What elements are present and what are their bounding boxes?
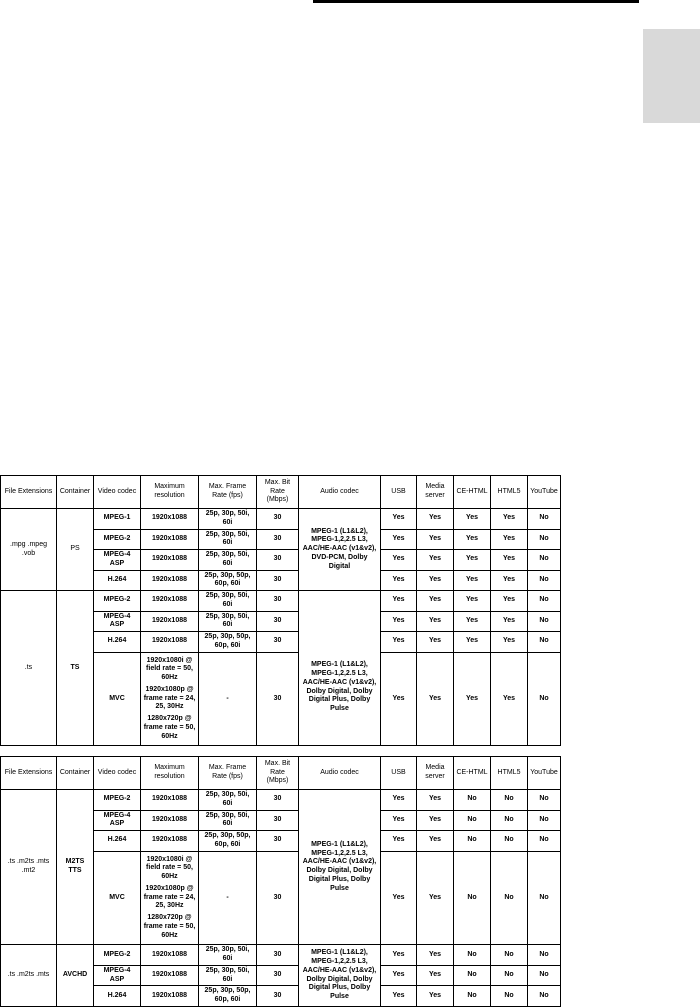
media-server-cell: Yes (417, 632, 454, 653)
video-codec-cell: MPEG-1 (94, 509, 141, 530)
resolution-option: 1920x1080i @ field rate = 50, 60Hz (146, 656, 193, 681)
usb-cell: Yes (381, 529, 417, 550)
header-ce-html: CE-HTML (454, 476, 491, 509)
container-cell: PS (57, 509, 94, 591)
usb-cell: Yes (381, 851, 417, 945)
video-codec-cell: MPEG-2 (94, 591, 141, 612)
usb-cell: Yes (381, 611, 417, 632)
container-cell: TS (57, 591, 94, 746)
ce-html-cell: No (454, 986, 491, 1007)
header-rule (313, 0, 639, 3)
resolution-cell: 1920x1088 (141, 986, 199, 1007)
frame-rate-cell: 25p, 30p, 50p, 60p, 60i (199, 831, 257, 852)
html5-cell: Yes (491, 632, 528, 653)
usb-cell: Yes (381, 810, 417, 831)
resolution-cell: 1920x1088 (141, 632, 199, 653)
html5-cell: No (491, 810, 528, 831)
bit-rate-cell: 30 (257, 570, 299, 591)
resolution-cell: 1920x1088 (141, 945, 199, 966)
frame-rate-cell: 25p, 30p, 50i, 60i (199, 945, 257, 966)
youtube-cell: No (528, 851, 561, 945)
video-codec-cell: H.264 (94, 986, 141, 1007)
table-header-row (1, 757, 561, 790)
html5-cell: Yes (491, 529, 528, 550)
video-codec-cell: MPEG-4 ASP (94, 550, 141, 571)
bit-rate-cell: 30 (257, 632, 299, 653)
frame-rate-cell: 25p, 30p, 50i, 60i (199, 611, 257, 632)
ce-html-cell: No (454, 831, 491, 852)
file-extensions-cell: .ts .m2ts .mts .mt2 (1, 790, 57, 945)
video-format-table-2 (0, 756, 561, 1007)
html5-cell: No (491, 790, 528, 811)
resolution-cell: 1920x1088 (141, 509, 199, 530)
header-container: Container (57, 476, 94, 509)
header-youtube: YouTube (528, 476, 561, 509)
frame-rate-cell: 25p, 30p, 50i, 60i (199, 550, 257, 571)
usb-cell: Yes (381, 986, 417, 1007)
usb-cell: Yes (381, 591, 417, 612)
ce-html-cell: No (454, 851, 491, 945)
header-max-bit-rate: Max. Bit Rate (Mbps) (257, 476, 299, 509)
header-html5: HTML5 (491, 757, 528, 790)
ce-html-cell: No (454, 810, 491, 831)
header-ce-html: CE-HTML (454, 757, 491, 790)
youtube-cell: No (528, 652, 561, 746)
resolution-cell: 1920x1088 (141, 611, 199, 632)
video-codec-cell: MVC (94, 652, 141, 746)
header-video-codec: Video codec (94, 476, 141, 509)
file-extensions-cell: .mpg .mpeg .vob (1, 509, 57, 591)
bit-rate-cell: 30 (257, 851, 299, 945)
html5-cell: Yes (491, 652, 528, 746)
youtube-cell: No (528, 790, 561, 811)
bit-rate-cell: 30 (257, 831, 299, 852)
youtube-cell: No (528, 591, 561, 612)
audio-codec-cell: MPEG-1 (L1&L2), MPEG-1,2,2.5 L3, AAC/HE-AAC (v1&v2), DVD-PCM, Dolby Digital (299, 509, 381, 591)
youtube-cell: No (528, 986, 561, 1007)
usb-cell: Yes (381, 632, 417, 653)
usb-cell: Yes (381, 570, 417, 591)
ce-html-cell: Yes (454, 550, 491, 571)
resolution-cell: 1920x1088 (141, 529, 199, 550)
video-codec-cell: H.264 (94, 570, 141, 591)
media-server-cell: Yes (417, 570, 454, 591)
resolution-option: 1280x720p @ frame rate = 50, 60Hz (143, 715, 196, 740)
video-codec-cell: MPEG-2 (94, 945, 141, 966)
media-server-cell: Yes (417, 509, 454, 530)
video-codec-cell: MPEG-4 ASP (94, 611, 141, 632)
bit-rate-cell: 30 (257, 986, 299, 1007)
youtube-cell: No (528, 550, 561, 571)
bit-rate-cell: 30 (257, 509, 299, 530)
header-audio-codec: Audio codec (299, 757, 381, 790)
ce-html-cell: Yes (454, 632, 491, 653)
ce-html-cell: Yes (454, 611, 491, 632)
frame-rate-cell: 25p, 30p, 50i, 60i (199, 529, 257, 550)
usb-cell: Yes (381, 550, 417, 571)
resolution-cell: 1920x1088 (141, 831, 199, 852)
bit-rate-cell: 30 (257, 591, 299, 612)
html5-cell: No (491, 986, 528, 1007)
usb-cell: Yes (381, 509, 417, 530)
resolution-option: 1920x1080i @ field rate = 50, 60Hz (146, 855, 193, 880)
video-codec-cell: H.264 (94, 632, 141, 653)
header-max-frame-rate: Max. Frame Rate (fps) (199, 757, 257, 790)
usb-cell: Yes (381, 652, 417, 746)
youtube-cell: No (528, 611, 561, 632)
resolution-cell: 1920x1088 (141, 550, 199, 571)
header-file-extensions: File Extensions (1, 476, 57, 509)
frame-rate-cell: - (199, 652, 257, 746)
ce-html-cell: Yes (454, 591, 491, 612)
frame-rate-cell: 25p, 30p, 50i, 60i (199, 790, 257, 811)
youtube-cell: No (528, 810, 561, 831)
bit-rate-cell: 30 (257, 810, 299, 831)
file-extensions-cell: .ts .m2ts .mts (1, 945, 57, 1007)
video-codec-cell: MPEG-4 ASP (94, 810, 141, 831)
audio-codec-cell: MPEG-1 (L1&L2), MPEG-1,2,2.5 L3, AAC/HE-AAC (v1&v2), Dolby Digital, Dolby Digital Plus, Dolby Pulse (299, 591, 381, 746)
frame-rate-cell: - (199, 851, 257, 945)
header-media-server: Media server (417, 476, 454, 509)
header-usb: USB (381, 757, 417, 790)
frame-rate-cell: 25p, 30p, 50i, 60i (199, 965, 257, 986)
resolution-option: 1920x1080p @ frame rate = 24, 25, 30Hz (143, 685, 196, 711)
bit-rate-cell: 30 (257, 652, 299, 746)
ce-html-cell: Yes (454, 652, 491, 746)
header-max-frame-rate: Max. Frame Rate (fps) (199, 476, 257, 509)
video-codec-cell: MPEG-4 ASP (94, 965, 141, 986)
html5-cell: Yes (491, 611, 528, 632)
video-codec-cell: MPEG-2 (94, 790, 141, 811)
container-cell: AVCHD (57, 945, 94, 1007)
media-server-cell: Yes (417, 652, 454, 746)
ce-html-cell: Yes (454, 529, 491, 550)
media-server-cell: Yes (417, 550, 454, 571)
container-cell: M2TS TTS (57, 790, 94, 945)
video-codec-cell: H.264 (94, 831, 141, 852)
header-media-server: Media server (417, 757, 454, 790)
html5-cell: Yes (491, 550, 528, 571)
media-server-cell: Yes (417, 945, 454, 966)
audio-codec-cell: MPEG-1 (L1&L2), MPEG-1,2,2.5 L3, AAC/HE-AAC (v1&v2), Dolby Digital, Dolby Digital Plus, Dolby Pulse (299, 945, 381, 1007)
media-server-cell: Yes (417, 965, 454, 986)
media-server-cell: Yes (417, 790, 454, 811)
video-codec-cell: MPEG-2 (94, 529, 141, 550)
youtube-cell: No (528, 831, 561, 852)
bit-rate-cell: 30 (257, 550, 299, 571)
header-file-extensions: File Extensions (1, 757, 57, 790)
resolution-cell (141, 851, 199, 945)
usb-cell: Yes (381, 965, 417, 986)
video-codec-cell: MVC (94, 851, 141, 945)
header-html5: HTML5 (491, 476, 528, 509)
youtube-cell: No (528, 965, 561, 986)
html5-cell: Yes (491, 509, 528, 530)
ce-html-cell: No (454, 790, 491, 811)
table-row (1, 945, 561, 966)
bit-rate-cell: 30 (257, 965, 299, 986)
bit-rate-cell: 30 (257, 790, 299, 811)
youtube-cell: No (528, 632, 561, 653)
frame-rate-cell: 25p, 30p, 50p, 60p, 60i (199, 986, 257, 1007)
table-row (1, 509, 561, 530)
media-server-cell: Yes (417, 591, 454, 612)
usb-cell: Yes (381, 831, 417, 852)
html5-cell: Yes (491, 591, 528, 612)
youtube-cell: No (528, 570, 561, 591)
resolution-cell: 1920x1088 (141, 591, 199, 612)
ce-html-cell: Yes (454, 570, 491, 591)
media-server-cell: Yes (417, 611, 454, 632)
bit-rate-cell: 30 (257, 945, 299, 966)
header-max-resolution: Maximum resolution (141, 757, 199, 790)
video-format-table-1 (0, 475, 561, 746)
ce-html-cell: Yes (454, 509, 491, 530)
header-video-codec: Video codec (94, 757, 141, 790)
frame-rate-cell: 25p, 30p, 50p, 60p, 60i (199, 632, 257, 653)
html5-cell: No (491, 831, 528, 852)
frame-rate-cell: 25p, 30p, 50p, 60p, 60i (199, 570, 257, 591)
resolution-cell: 1920x1088 (141, 790, 199, 811)
header-youtube: YouTube (528, 757, 561, 790)
audio-codec-cell: MPEG-1 (L1&L2), MPEG-1,2,2.5 L3, AAC/HE-AAC (v1&v2), Dolby Digital, Dolby Digital Plus, Dolby Pulse (299, 790, 381, 945)
resolution-cell: 1920x1088 (141, 810, 199, 831)
resolution-cell: 1920x1088 (141, 570, 199, 591)
youtube-cell: No (528, 529, 561, 550)
html5-cell: Yes (491, 570, 528, 591)
usb-cell: Yes (381, 945, 417, 966)
html5-cell: No (491, 945, 528, 966)
ce-html-cell: No (454, 965, 491, 986)
frame-rate-cell: 25p, 30p, 50i, 60i (199, 509, 257, 530)
resolution-option: 1280x720p @ frame rate = 50, 60Hz (143, 914, 196, 939)
media-server-cell: Yes (417, 986, 454, 1007)
header-max-resolution: Maximum resolution (141, 476, 199, 509)
section-side-tab (643, 29, 700, 123)
media-server-cell: Yes (417, 831, 454, 852)
youtube-cell: No (528, 945, 561, 966)
table-row (1, 790, 561, 811)
ce-html-cell: No (454, 945, 491, 966)
table-header-row (1, 476, 561, 509)
resolution-option: 1920x1080p @ frame rate = 24, 25, 30Hz (143, 884, 196, 910)
header-max-bit-rate: Max. Bit Rate (Mbps) (257, 757, 299, 790)
media-server-cell: Yes (417, 529, 454, 550)
header-usb: USB (381, 476, 417, 509)
frame-rate-cell: 25p, 30p, 50i, 60i (199, 591, 257, 612)
header-container: Container (57, 757, 94, 790)
frame-rate-cell: 25p, 30p, 50i, 60i (199, 810, 257, 831)
media-server-cell: Yes (417, 810, 454, 831)
bit-rate-cell: 30 (257, 611, 299, 632)
file-extensions-cell: .ts (1, 591, 57, 746)
resolution-cell: 1920x1088 (141, 965, 199, 986)
usb-cell: Yes (381, 790, 417, 811)
youtube-cell: No (528, 509, 561, 530)
bit-rate-cell: 30 (257, 529, 299, 550)
html5-cell: No (491, 851, 528, 945)
resolution-cell (141, 652, 199, 746)
table-row (1, 591, 561, 612)
html5-cell: No (491, 965, 528, 986)
header-audio-codec: Audio codec (299, 476, 381, 509)
media-server-cell: Yes (417, 851, 454, 945)
